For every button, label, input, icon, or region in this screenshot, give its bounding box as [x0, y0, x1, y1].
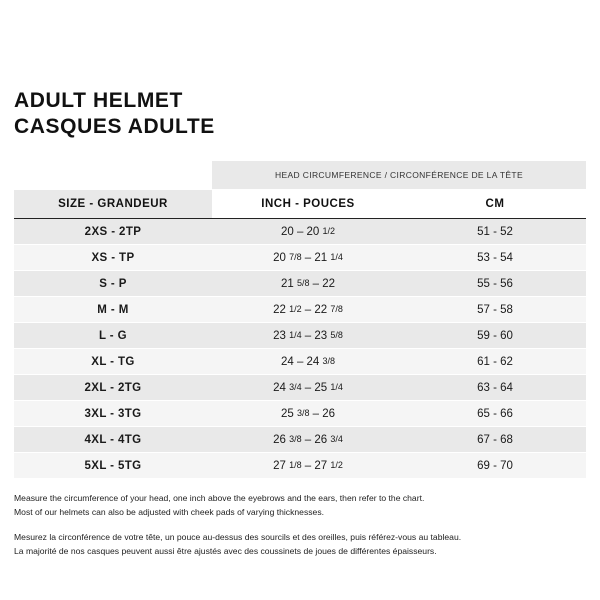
- cell-size: M - M: [14, 297, 212, 323]
- cell-size: L - G: [14, 323, 212, 349]
- cell-cm: 61 - 62: [404, 349, 586, 375]
- note-fr-line1: Mesurez la circonférence de votre tête, un pouce au-dessus des sourcils et des oreilles, puis référez-vous au tableau.: [14, 532, 462, 543]
- table-row: [14, 375, 586, 401]
- cell-cm: 51 - 52: [404, 219, 586, 245]
- cell-cm: 57 - 58: [404, 297, 586, 323]
- cell-inch: 21 5/8 – 22: [212, 271, 404, 297]
- cell-inch: 20 – 20 1/2: [212, 219, 404, 245]
- table-row: [14, 219, 586, 245]
- cell-inch: 24 3/4 – 25 1/4: [212, 375, 404, 401]
- table-row: [14, 323, 586, 349]
- table-row: [14, 427, 586, 453]
- group-header-circumference: HEAD CIRCUMFERENCE / CIRCONFÉRENCE DE LA TÊTE: [212, 161, 586, 190]
- cell-inch: 22 1/2 – 22 7/8: [212, 297, 404, 323]
- cell-size: 4XL - 4TG: [14, 427, 212, 453]
- table-row: [14, 349, 586, 375]
- title-line-fr: CASQUES ADULTE: [14, 114, 215, 138]
- table-row: [14, 401, 586, 427]
- group-header-spacer: [14, 161, 212, 190]
- cell-cm: 63 - 64: [404, 375, 586, 401]
- cell-cm: 55 - 56: [404, 271, 586, 297]
- column-header-inch: INCH - POUCES: [212, 190, 404, 219]
- table-column-header-row: [14, 190, 586, 219]
- table-row: [14, 297, 586, 323]
- cell-inch: 23 1/4 – 23 5/8: [212, 323, 404, 349]
- title-line-en: ADULT HELMET: [14, 89, 183, 112]
- cell-cm: 69 - 70: [404, 453, 586, 479]
- cell-size: XS - TP: [14, 245, 212, 271]
- notes-divider: [14, 520, 586, 531]
- page-title: [14, 0, 586, 139]
- column-header-cm: CM: [404, 190, 586, 219]
- table-row: [14, 245, 586, 271]
- table-row: [14, 453, 586, 479]
- cell-cm: 67 - 68: [404, 427, 586, 453]
- cell-cm: 59 - 60: [404, 323, 586, 349]
- cell-size: 2XL - 2TG: [14, 375, 212, 401]
- note-en-line2: Most of our helmets can also be adjusted with cheek pads of varying thicknesses.: [14, 507, 325, 518]
- notes-block: [14, 492, 586, 559]
- column-header-size: SIZE - GRANDEUR: [14, 190, 212, 219]
- note-fr-line2: La majorité de nos casques peuvent aussi être ajustés avec des coussinets de joues de différentes épaisseurs.: [14, 545, 437, 556]
- cell-inch: 24 – 24 3/8: [212, 349, 404, 375]
- cell-cm: 53 - 54: [404, 245, 586, 271]
- cell-inch: 26 3/8 – 26 3/4: [212, 427, 404, 453]
- table-body: [14, 219, 586, 479]
- cell-size: XL - TG: [14, 349, 212, 375]
- size-chart-table: [14, 161, 586, 479]
- cell-cm: 65 - 66: [404, 401, 586, 427]
- cell-inch: 27 1/8 – 27 1/2: [212, 453, 404, 479]
- table-group-header-row: [14, 161, 586, 190]
- cell-size: 2XS - 2TP: [14, 219, 212, 245]
- cell-size: S - P: [14, 271, 212, 297]
- cell-inch: 20 7/8 – 21 1/4: [212, 245, 404, 271]
- cell-size: 5XL - 5TG: [14, 453, 212, 479]
- table-row: [14, 271, 586, 297]
- cell-size: 3XL - 3TG: [14, 401, 212, 427]
- cell-inch: 25 3/8 – 26: [212, 401, 404, 427]
- note-en-line1: Measure the circumference of your head, one inch above the eyebrows and the ears, then refer to the chart.: [14, 493, 425, 504]
